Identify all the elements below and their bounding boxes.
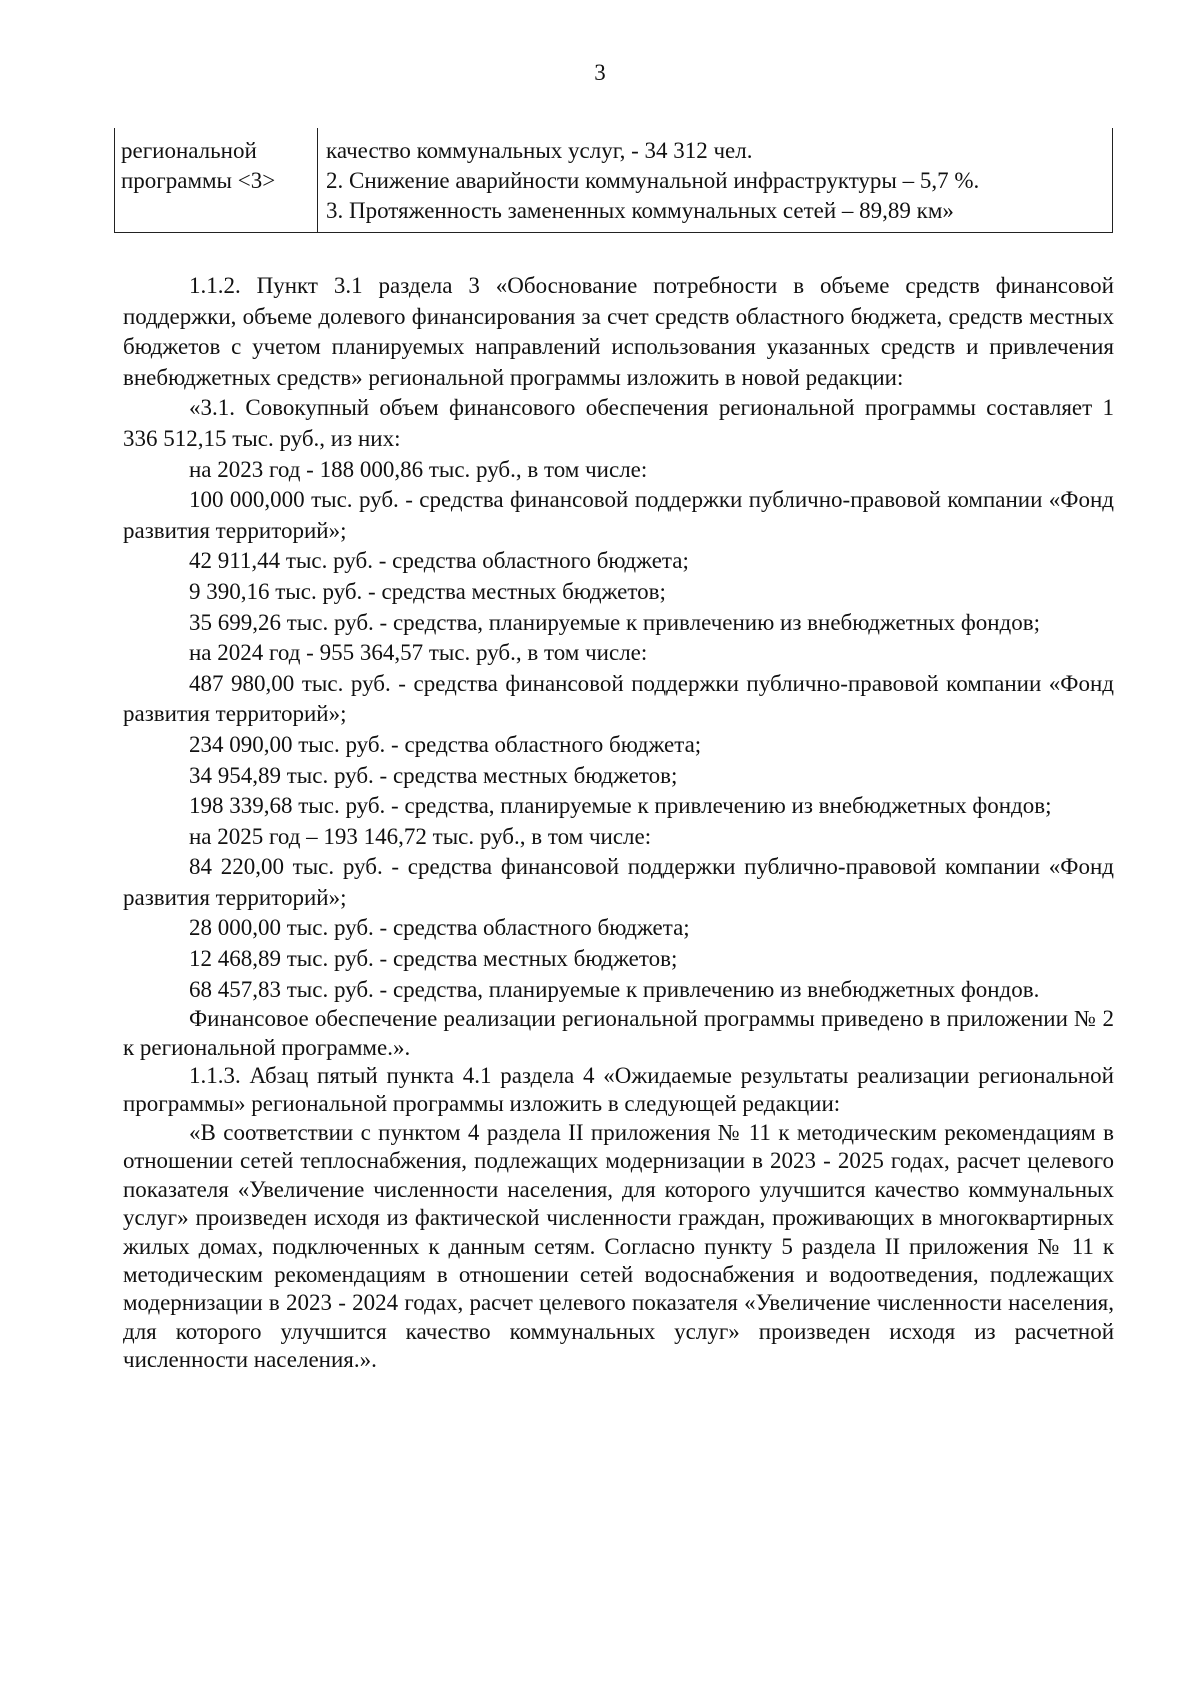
paragraph-financing-appendix: Финансовое обеспечение реализации региональной программы приведено в приложении № 2 к региональной программе.». — [123, 1006, 1114, 1060]
paragraph-2025-extrabudget: 68 457,83 тыс. руб. - средства, планируемые к привлечению из внебюджетных фондов. — [189, 976, 1040, 1002]
paragraph-2023-fund: 100 000,000 тыс. руб. - средства финансовой поддержки публично-правовой компании «Фонд развития территорий»; — [123, 487, 1114, 543]
table-cell-value — [318, 128, 1113, 233]
table-cell-line: программы <3> — [121, 168, 276, 193]
table-cell-line: качество коммунальных услуг, - 34 312 чел. — [326, 138, 753, 163]
paragraph-2024-regional: 234 090,00 тыс. руб. - средства областного бюджета; — [189, 731, 702, 757]
paragraph-year-2025: на 2025 год – 193 146,72 тыс. руб., в том числе: — [189, 823, 652, 849]
table-cell-label — [115, 128, 318, 233]
paragraph-target-indicator: «В соответствии с пунктом 4 раздела II приложения № 11 к методическим рекомендациям в отношении сетей теплоснабжения, подлежащих модернизации в 2023 - 2025 годах, расчет целевого показателя «Увеличение численности населения, для которого улучшится качество коммунальных услуг» произведен исходя из фактической численности граждан, проживающих в многоквартирных жилых домах, подключенных к данным сетям. Согласно пункту 5 раздела II приложения № 11 к методическим рекомендациям в отношении сетей водоснабжения и водоотведения, подлежащих модернизации в 2023 - 2024 годах, расчет целевого показателя «Увеличение численности населения, для которого улучшится качество коммунальных услуг» произведен исходя из расчетной численности населения.». — [123, 1119, 1114, 1373]
paragraph-2024-local: 34 954,89 тыс. руб. - средства местных бюджетов; — [189, 762, 678, 788]
paragraph-2025-local: 12 468,89 тыс. руб. - средства местных бюджетов; — [189, 946, 678, 972]
table-cell-line: 3. Протяженность замененных коммунальных сетей – 89,89 км» — [326, 198, 954, 223]
paragraph-1-1-3: 1.1.3. Абзац пятый пункта 4.1 раздела 4 «Ожидаемые результаты реализации региональной программы» региональной программы изложить в следующей редакции: — [123, 1063, 1114, 1117]
paragraph-1-1-2: 1.1.2. Пункт 3.1 раздела 3 «Обоснование потребности в объеме средств финансовой поддержки, объеме долевого финансирования за счет средств областного бюджета, средств местных бюджетов с учетом планируемых направлений использования указанных средств и привлечения внебюджетных средств» региональной программы изложить в новой редакции: — [123, 273, 1114, 390]
paragraph-year-2023: на 2023 год - 188 000,86 тыс. руб., в том числе: — [189, 456, 648, 482]
page-number: 3 — [594, 60, 606, 85]
program-passport-table-fragment — [114, 128, 1113, 233]
paragraph-year-2024: на 2024 год - 955 364,57 тыс. руб., в том числе: — [189, 640, 648, 666]
paragraph-2023-extrabudget: 35 699,26 тыс. руб. - средства, планируемые к привлечению из внебюджетных фондов; — [189, 609, 1040, 635]
table-cell-line: региональной — [121, 138, 257, 163]
paragraph-2023-local: 9 390,16 тыс. руб. - средства местных бюджетов; — [189, 578, 666, 604]
paragraph-2025-fund: 84 220,00 тыс. руб. - средства финансовой поддержки публично-правовой компании «Фонд развития территорий»; — [123, 854, 1114, 910]
paragraph-3-1-total: «3.1. Совокупный объем финансового обеспечения региональной программы составляет 1 336 512,15 тыс. руб., из них: — [123, 395, 1114, 451]
document-body — [123, 271, 1114, 1375]
table-row — [115, 128, 1113, 233]
paragraph-2024-extrabudget: 198 339,68 тыс. руб. - средства, планируемые к привлечению из внебюджетных фондов; — [189, 793, 1052, 819]
paragraph-2024-fund: 487 980,00 тыс. руб. - средства финансовой поддержки публично-правовой компании «Фонд развития территорий»; — [123, 670, 1114, 727]
table-cell-line: 2. Снижение аварийности коммунальной инфраструктуры – 5,7 %. — [326, 168, 980, 193]
paragraph-2025-regional: 28 000,00 тыс. руб. - средства областного бюджета; — [189, 915, 690, 941]
paragraph-2023-regional: 42 911,44 тыс. руб. - средства областного бюджета; — [189, 548, 689, 574]
